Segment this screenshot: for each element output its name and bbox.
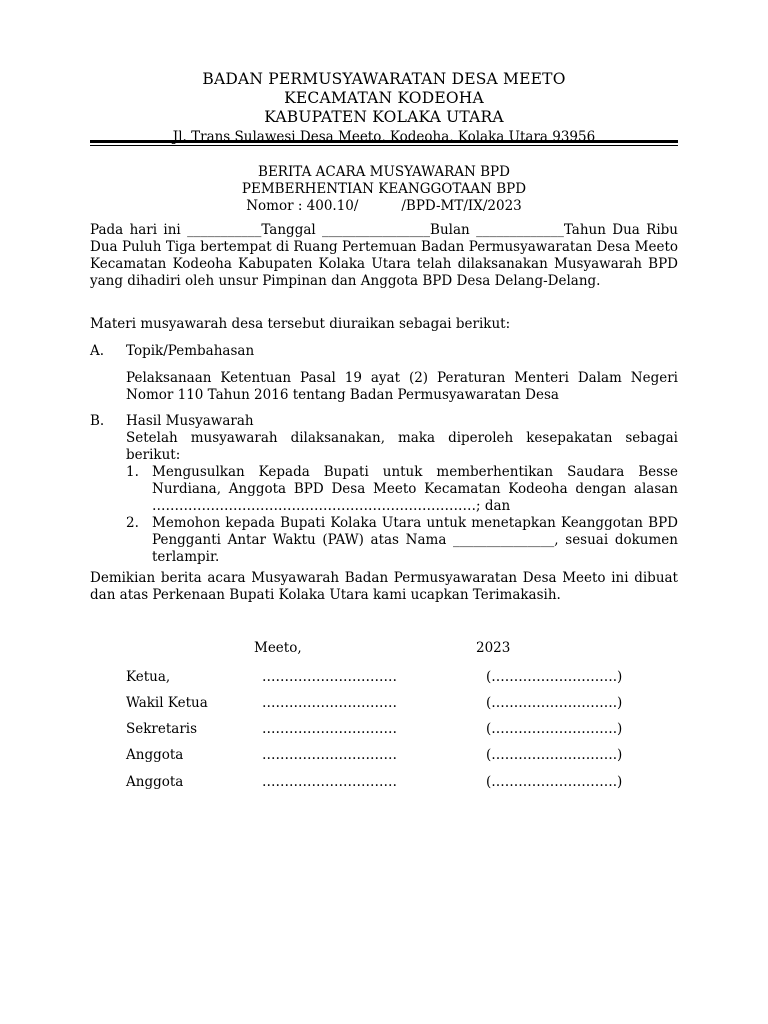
signature-year: 2023 [476, 640, 511, 656]
list-item [126, 515, 678, 566]
list-item-text: Memohon kepada Bupati Kolaka Utara untuk menetapkan Keanggotan BPD Pengganti Antar Waktu (PAW) atas Nama _______________, sesuai dokumen terlampir. [152, 515, 678, 565]
signature-place: Meeto, [254, 640, 302, 656]
signature-name: (……………………….) [486, 747, 623, 763]
letterhead [90, 70, 678, 146]
section-a-title: Topik/Pembahasan [126, 343, 255, 359]
signature-role: Ketua, [126, 669, 171, 685]
signature-row [0, 774, 768, 792]
letterhead-line-3: KABUPATEN KOLAKA UTARA [264, 108, 504, 126]
letterhead-line-1: BADAN PERMUSYAWARATAN DESA MEETO [202, 70, 566, 88]
document-number: Nomor : 400.10/ /BPD-MT/IX/2023 [246, 198, 522, 214]
signature-row [0, 669, 768, 687]
section-b-label: B. [90, 413, 105, 429]
letterhead-line-2: KECAMATAN KODEOHA [284, 89, 484, 107]
closing-paragraph: Demikian berita acara Musyawarah Badan Permusyawaratan Desa Meeto ini dibuat dan atas Perkenaan Bupati Kolaka Utara kami ucapkan Terimakasih. [90, 570, 678, 603]
signature-role: Sekretaris [126, 721, 198, 737]
list-item-text: Mengusulkan Kepada Bupati untuk memberhentikan Saudara Besse Nurdiana, Anggota BPD Desa Meeto Kecamatan Kodeoha dengan alasan ………………………………………………………………; dan [152, 464, 678, 514]
section-b-content [126, 413, 678, 566]
list-item [126, 464, 678, 515]
signature-row [0, 747, 768, 765]
list-item-number: 2. [126, 515, 139, 531]
title-line-2: PEMBERHENTIAN KEANGGOTAAN BPD [241, 181, 527, 197]
letterhead-divider-thick [90, 140, 678, 143]
title-line-1: BERITA ACARA MUSYAWARAN BPD [258, 164, 510, 180]
opening-paragraph: Pada hari ini ___________Tanggal ________________Bulan _____________Tahun Dua Ribu Dua Puluh Tiga bertempat di Ruang Pertemuan Badan Permusyawaratan Desa Meeto Kecamatan Kodeoha Kabupaten Kolaka Utara telah dilaksanakan Musyawarah BPD yang dihadiri oleh unsur Pimpinan dan Anggota BPD Desa Delang-Delang. [90, 222, 678, 289]
list-item-number: 1. [126, 464, 139, 480]
signature-row [0, 721, 768, 739]
signature-line: ………………………… [262, 695, 397, 711]
signature-line: ………………………… [262, 774, 397, 790]
letterhead-address: Jl. Trans Sulawesi Desa Meeto, Kodeoha, Kolaka Utara 93956 [172, 129, 596, 145]
section-b-intro: Setelah musyawarah dilaksanakan, maka diperoleh kesepakatan sebagai berikut: [126, 430, 678, 463]
materi-intro: Materi musyawarah desa tersebut diuraikan sebagai berikut: [90, 316, 511, 332]
signature-line: ………………………… [262, 747, 397, 763]
section-b-title: Hasil Musyawarah [126, 413, 254, 429]
document-title [90, 164, 678, 215]
signature-name: (……………………….) [486, 669, 623, 685]
signature-line: ………………………… [262, 721, 397, 737]
signature-line: ………………………… [262, 669, 397, 685]
signature-role: Anggota [126, 747, 184, 763]
signature-name: (……………………….) [486, 721, 623, 737]
signature-name: (……………………….) [486, 695, 623, 711]
signature-role: Anggota [126, 774, 184, 790]
signature-row [0, 695, 768, 713]
signature-name: (……………………….) [486, 774, 623, 790]
section-a-label: A. [90, 343, 105, 359]
letterhead-divider-thin [90, 145, 678, 146]
section-a-text: Pelaksanaan Ketentuan Pasal 19 ayat (2) Peraturan Menteri Dalam Negeri Nomor 110 Tahun 2016 tentang Badan Permusyawaratan Desa [126, 370, 678, 403]
signature-role: Wakil Ketua [126, 695, 208, 711]
